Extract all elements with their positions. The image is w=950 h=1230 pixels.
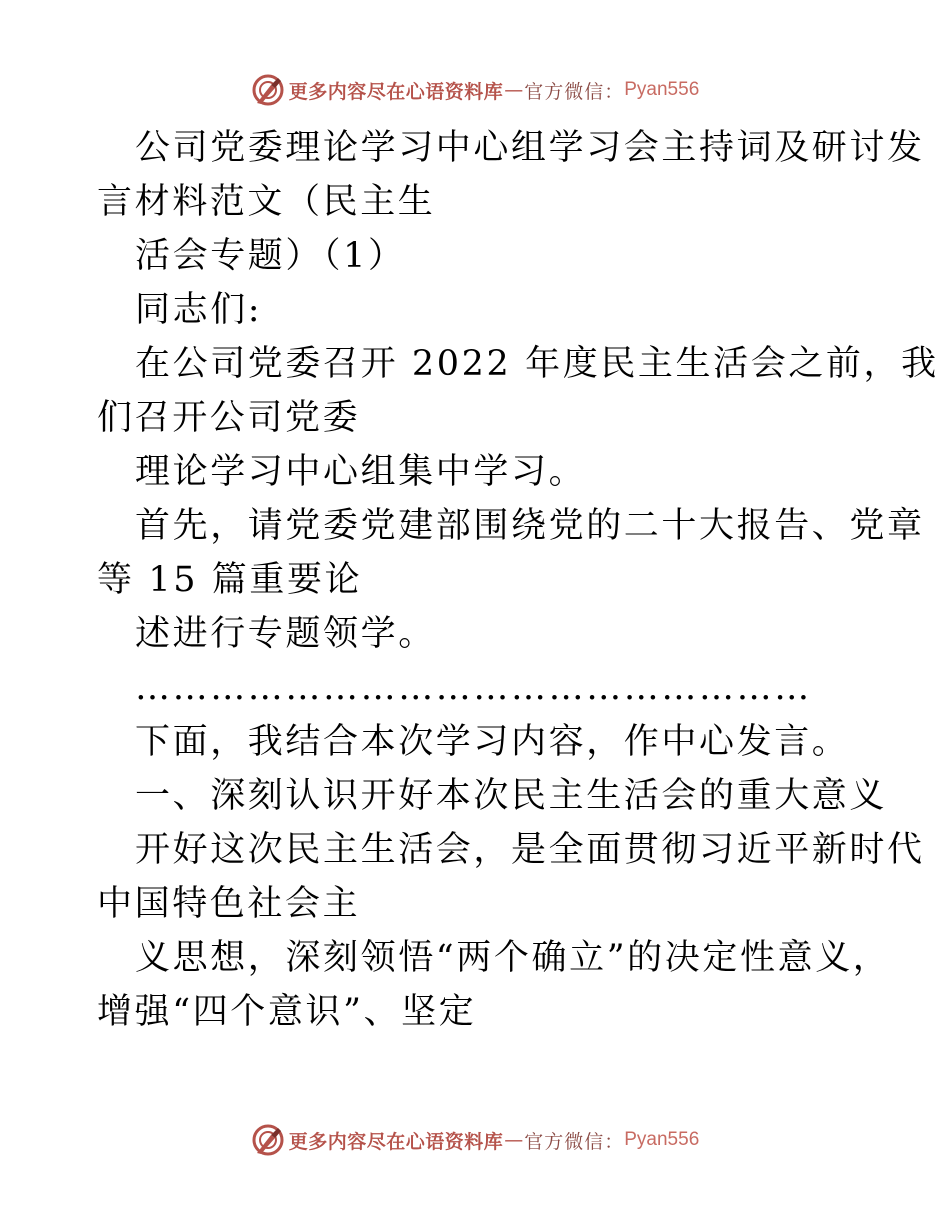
paragraph-line: 理论学习中心组集中学习。 — [135, 452, 587, 492]
watermark-side-text: 官方微信： — [524, 80, 625, 103]
watermark-main-text: 更多内容尽在心语资料库 — [288, 80, 504, 103]
paragraph-line: 义思想，深刻领悟“两个确立”的决定性意义， — [135, 938, 891, 978]
paragraph-line: 开好这次民主生活会，是全面贯彻习近平新时代 — [135, 830, 925, 870]
paragraph-line: 首先，请党委党建部围绕党的二十大报告、党章 — [135, 506, 925, 546]
paragraph-line: 中国特色社会主 — [97, 884, 361, 924]
paragraph-line: 述进行专题领学。 — [135, 614, 436, 654]
title-line-3: 活会专题）（1） — [135, 236, 406, 276]
section-heading: 一、深刻认识开好本次民主生活会的重大意义 — [135, 776, 888, 816]
salutation-line: 同志们: — [135, 290, 263, 330]
paragraph-line: 们召开公司党委 — [97, 398, 361, 438]
title-line-1: 公司党委理论学习中心组学习会主持词及研讨发 — [135, 128, 925, 168]
watermark-wechat-id: Pyan556 — [624, 79, 700, 100]
watermark-dash: — — [504, 1129, 524, 1151]
watermark-wechat-id: Pyan556 — [624, 1129, 700, 1150]
watermark-dash: — — [504, 79, 524, 101]
paragraph-line: 下面，我结合本次学习内容，作中心发言。 — [135, 722, 850, 762]
paragraph-line: 在公司党委召开 2022 年度民主生活会之前，我 — [135, 344, 939, 384]
header-watermark — [0, 68, 950, 112]
paragraph-line: 等 15 篇重要论 — [97, 560, 363, 600]
pen-logo-icon — [251, 1123, 285, 1157]
watermark-side-text: 官方微信： — [524, 1130, 625, 1153]
watermark-main-text: 更多内容尽在心语资料库 — [288, 1130, 504, 1153]
pen-logo-icon — [251, 73, 285, 107]
ellipsis-line: ……………………………………………… — [135, 668, 812, 708]
document-body — [97, 121, 939, 1039]
title-line-2: 言材料范文（民主生 — [97, 182, 436, 222]
paragraph-line: 增强“四个意识”、坚定 — [97, 992, 477, 1032]
footer-watermark — [0, 1118, 950, 1162]
